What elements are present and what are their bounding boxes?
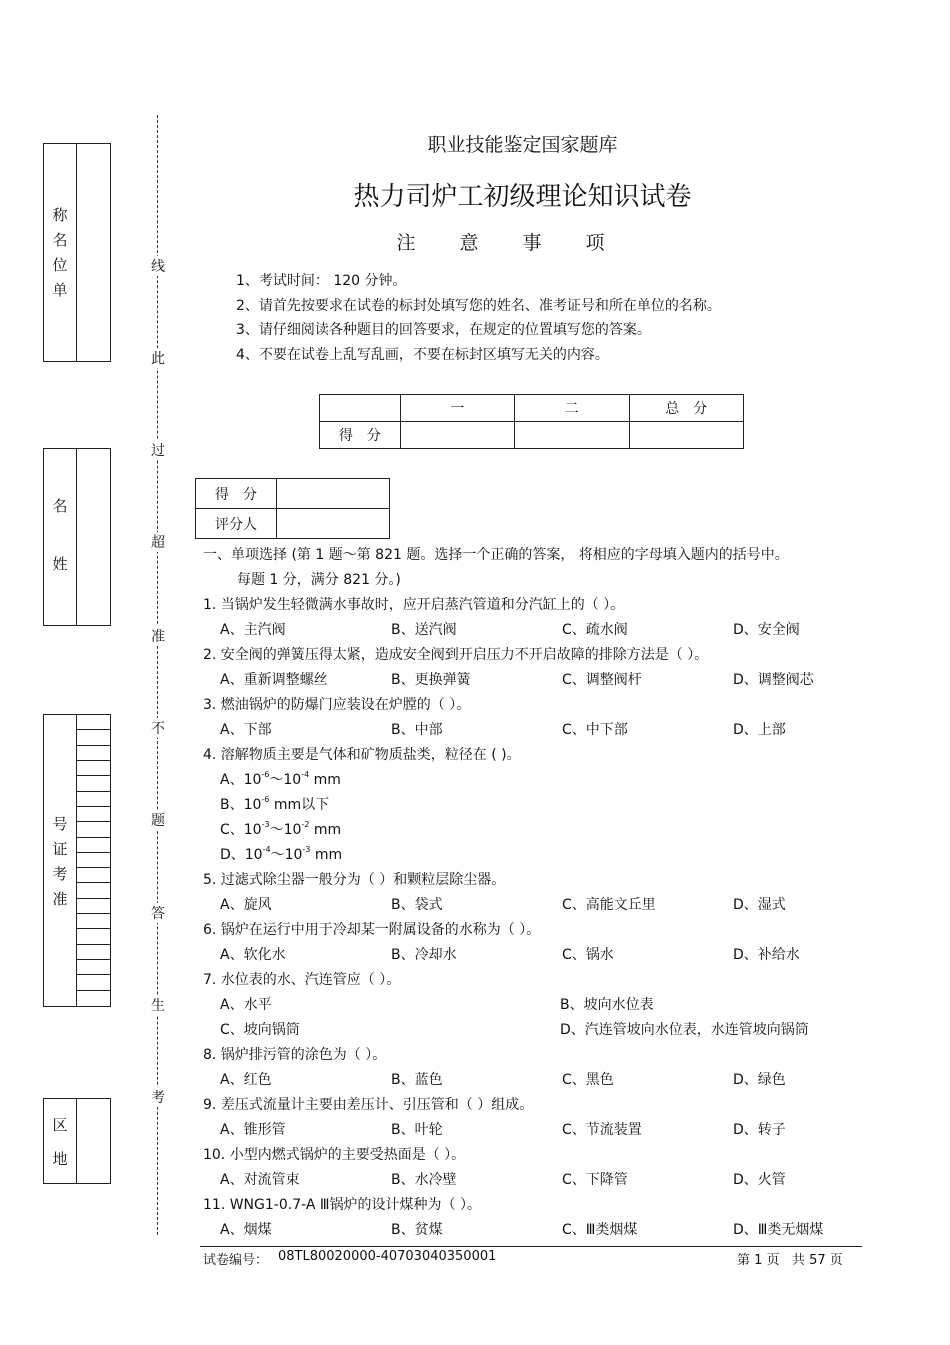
option: A、重新调整螺丝: [220, 672, 328, 688]
option: C、高能文丘里: [562, 897, 656, 913]
option: C、黑色: [562, 1072, 614, 1088]
option: D、补给水: [733, 947, 800, 963]
option: D、火管: [733, 1172, 786, 1188]
id-label-3: 考: [52, 865, 68, 883]
unit-label-2: 名: [52, 231, 68, 249]
unit-label-1: 称: [52, 206, 68, 224]
question-text: 2. 安全阀的弹簧压得太紧，造成安全阀到开启压力不开启故障的排除方法是（ ）。: [203, 647, 709, 663]
seal-char: 不: [150, 718, 166, 738]
option: C、$10^{-3}\sim 10^{-2}$ mm: [220, 820, 342, 838]
option: D、湿式: [733, 897, 786, 913]
grader-name-cell[interactable]: [277, 509, 390, 539]
id-grid-line: [77, 990, 110, 991]
score-header-part2: 二: [515, 395, 629, 422]
id-grid-line: [77, 791, 110, 792]
seal-char: 答: [150, 903, 166, 923]
seal-char: 题: [150, 810, 166, 830]
option: B、送汽阀: [391, 622, 457, 638]
seal-char: 超: [150, 532, 166, 552]
option: D、调整阀芯: [733, 672, 814, 688]
seal-char: 生: [150, 995, 166, 1015]
score-header-total: 总 分: [629, 395, 744, 422]
id-grid-line: [77, 837, 110, 838]
region-box: [43, 1098, 111, 1184]
score-row-label: 得 分: [320, 422, 401, 449]
note-item: 2、请首先按要求在试卷的标封处填写您的姓名、准考证号和所在单位的名称。: [236, 298, 721, 314]
option: B、贫煤: [391, 1222, 443, 1238]
question-text: 8. 锅炉排污管的涂色为（ ）。: [203, 1047, 387, 1063]
paper-code: 08TL80020000-40703040350001: [278, 1249, 497, 1264]
id-grid-line: [77, 852, 110, 853]
score-header-blank: [320, 395, 401, 422]
question-text: 5. 过滤式除尘器一般分为（ ）和颗粒层除尘器。: [203, 872, 506, 888]
grader-table: [195, 478, 390, 539]
option: B、更换弹簧: [391, 672, 471, 688]
question-text: 1. 当锅炉发生轻微满水事故时，应开启蒸汽管道和分汽缸上的（ ）。: [203, 597, 625, 613]
section-heading: 一、单项选择 (第 1 题～第 821 题。选择一个正确的答案， 将相应的字母填入题内的括号中。: [203, 547, 789, 563]
id-label-1: 号: [52, 815, 68, 833]
id-grid-line: [77, 944, 110, 945]
footer-rule: [200, 1246, 862, 1247]
id-grid-line: [77, 913, 110, 914]
option: A、$10^{-6}\sim 10^{-4}$ mm: [220, 770, 341, 788]
option: B、坡向水位表: [560, 997, 654, 1013]
id-label-4: 准: [52, 890, 68, 908]
option: C、中下部: [562, 722, 628, 738]
id-grid-line: [77, 760, 110, 761]
name-label-2: 姓: [52, 555, 68, 573]
option: B、$10^{-6}$ mm以下: [220, 795, 330, 813]
question-text: 6. 锅炉在运行中用于冷却某一附属设备的水称为（ ）。: [203, 922, 541, 938]
question-text: 7. 水位表的水、汽连管应（ ）。: [203, 972, 401, 988]
grader-label: 评分人: [196, 509, 277, 539]
option: A、旋风: [220, 897, 272, 913]
id-grid-line: [77, 729, 110, 730]
option: D、转子: [733, 1122, 786, 1138]
seal-line: [157, 115, 158, 1235]
option: A、锥形管: [220, 1122, 286, 1138]
id-grid-line: [77, 867, 110, 868]
seal-char: 过: [150, 440, 166, 460]
unit-label-4: 单: [52, 281, 68, 299]
id-grid-line: [77, 806, 110, 807]
option: C、调整阀杆: [562, 672, 642, 688]
question-text: 11. WNG1-0.7-A Ⅲ锅炉的设计煤种为（ ）。: [203, 1197, 481, 1213]
question-text: 10. 小型内燃式锅炉的主要受热面是（ ）。: [203, 1147, 466, 1163]
option: B、蓝色: [391, 1072, 443, 1088]
option: A、对流管束: [220, 1172, 300, 1188]
score-cell-total[interactable]: [629, 422, 744, 449]
option: A、水平: [220, 997, 272, 1013]
name-box: [43, 448, 111, 626]
option: D、安全阀: [733, 622, 800, 638]
option: C、下降管: [562, 1172, 628, 1188]
question-text: 9. 差压式流量计主要由差压计、引压管和（ ）组成。: [203, 1097, 534, 1113]
option: C、Ⅲ类烟煤: [562, 1222, 638, 1238]
option: A、下部: [220, 722, 272, 738]
name-label-1: 名: [52, 497, 68, 515]
score-cell-part2[interactable]: [515, 422, 629, 449]
section-heading-line2: 每题 1 分，满分 821 分。): [237, 572, 401, 588]
option: C、锅水: [562, 947, 614, 963]
notice-title: 注意事项: [396, 232, 649, 254]
score-header-part1: 一: [400, 395, 514, 422]
region-label-1: 区: [52, 1116, 68, 1134]
option: A、烟煤: [220, 1222, 272, 1238]
page-number: 第 1 页 共 57 页: [737, 1253, 843, 1268]
grader-score-label: 得 分: [196, 479, 277, 509]
option: B、水冷壁: [391, 1172, 457, 1188]
region-label-2: 地: [52, 1150, 68, 1168]
note-item: 4、不要在试卷上乱写乱画，不要在标封区填写无关的内容。: [236, 347, 609, 363]
option: D、上部: [733, 722, 786, 738]
id-grid-line: [77, 775, 110, 776]
seal-char: 考: [150, 1087, 166, 1107]
note-item: 1、考试时间： 120 分钟。: [236, 273, 407, 289]
score-table: [319, 394, 744, 449]
id-grid-line: [77, 882, 110, 883]
id-grid-line: [77, 974, 110, 975]
option: D、Ⅲ类无烟煤: [733, 1222, 824, 1238]
id-grid-line: [77, 959, 110, 960]
option: B、袋式: [391, 897, 443, 913]
id-grid-line: [77, 898, 110, 899]
option: C、节流装置: [562, 1122, 642, 1138]
option: C、疏水阀: [562, 622, 628, 638]
option: D、汽连管坡向水位表，水连管坡向锅筒: [560, 1022, 809, 1038]
option: A、软化水: [220, 947, 286, 963]
paper-code-label: 试卷编号：: [203, 1253, 269, 1268]
question-text: 4. 溶解物质主要是气体和矿物质盐类，粒径在 ( )。: [203, 747, 521, 763]
id-grid-line: [77, 745, 110, 746]
grader-score-cell[interactable]: [277, 479, 390, 509]
option: A、红色: [220, 1072, 272, 1088]
option: D、$10^{-4}\sim 10^{-3}$ mm: [220, 845, 343, 863]
id-grid-line: [77, 821, 110, 822]
option: A、主汽阀: [220, 622, 286, 638]
exam-title: 热力司炉工初级理论知识试卷: [353, 182, 692, 212]
score-cell-part1[interactable]: [400, 422, 514, 449]
id-grid-line: [77, 928, 110, 929]
seal-char: 准: [150, 626, 166, 646]
option: B、叶轮: [391, 1122, 443, 1138]
unit-label-3: 位: [52, 256, 68, 274]
question-text: 3. 燃油锅炉的防爆门应装设在炉膛的（ ）。: [203, 697, 471, 713]
option: B、中部: [391, 722, 443, 738]
option: B、冷却水: [391, 947, 457, 963]
seal-char: 线: [150, 256, 166, 276]
option: C、坡向锅筒: [220, 1022, 300, 1038]
id-label-2: 证: [52, 840, 68, 858]
seal-char: 此: [150, 348, 166, 368]
question-bank-title: 职业技能鉴定国家题库: [427, 134, 618, 156]
note-item: 3、请仔细阅读各种题目的回答要求，在规定的位置填写您的答案。: [236, 322, 651, 338]
option: D、绿色: [733, 1072, 786, 1088]
